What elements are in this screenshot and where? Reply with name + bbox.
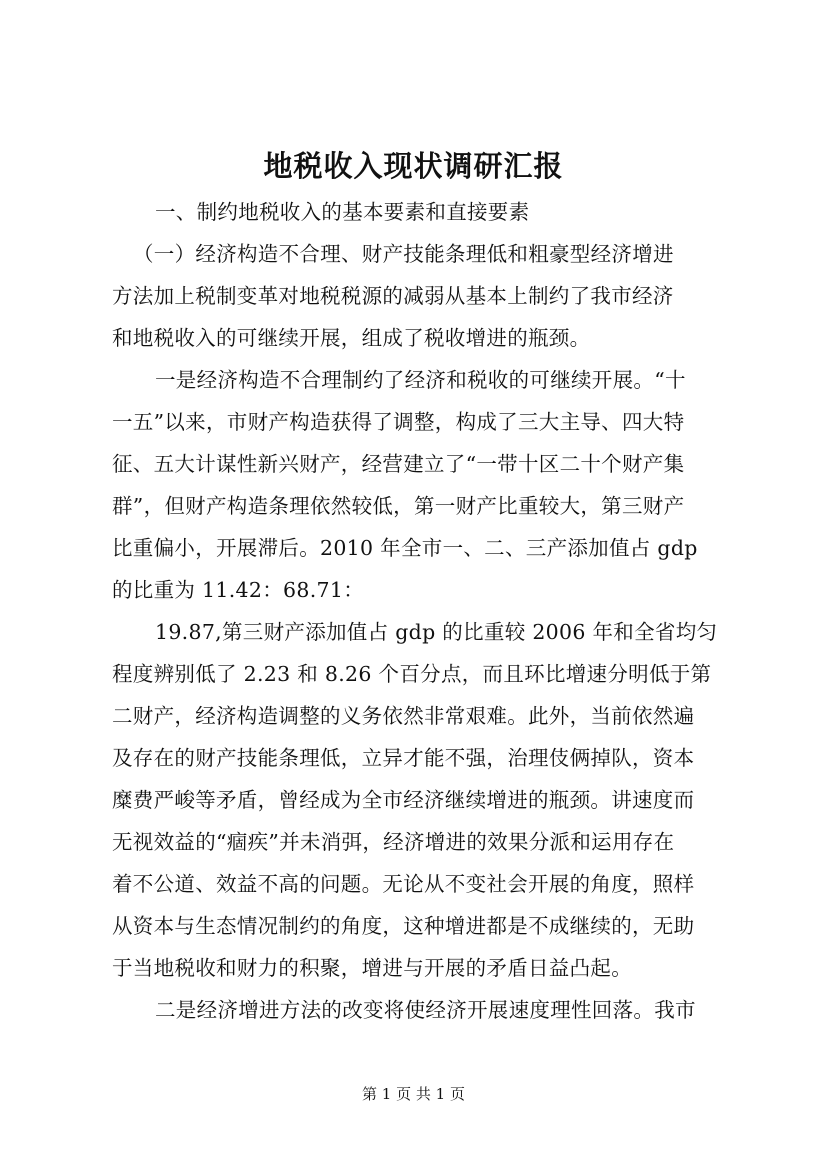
text-line: 征、五大计谋性新兴财产，经营建立了“一带十区二十个财产集 xyxy=(112,452,685,476)
page-footer: 第 1 页 共 1 页 xyxy=(362,1085,465,1103)
text-line: 比重偏小，开展滞后。2010 年全市一、二、三产添加值占 gdp xyxy=(112,536,698,560)
text-line: 二是经济增进方法的改变将使经济开展速度理性回落。我市 xyxy=(155,998,696,1022)
text-line: 着不公道、效益不高的问题。无论从不变社会开展的角度，照样 xyxy=(112,872,695,896)
text-line: 群”，但财产构造条理依然较低，第一财产比重较大，第三财产 xyxy=(112,494,685,518)
text-line: 方法加上税制变革对地税税源的减弱从基本上制约了我市经济 xyxy=(112,284,674,308)
text-line: 程度辨别低了 2.23 和 8.26 个百分点，而且环比增速分明低于第 xyxy=(112,662,712,686)
text-line: 一五”以来，市财产构造获得了调整，构成了三大主导、四大特 xyxy=(112,410,685,434)
text-line: 于当地税收和财力的积聚，增进与开展的矛盾日益凸起。 xyxy=(112,956,632,980)
text-line: 从资本与生态情况制约的角度，这种增进都是不成继续的，无助 xyxy=(112,914,695,938)
text-line: 19.87,第三财产添加值占 gdp 的比重较 2006 年和全省均匀 xyxy=(155,620,718,644)
text-line: 一、制约地税收入的基本要素和直接要素 xyxy=(155,200,530,224)
document-title: 地税收入现状调研汇报 xyxy=(263,149,564,183)
text-line: （一）经济构造不合理、财产技能条理低和粗豪型经济增进 xyxy=(133,242,674,266)
text-line: 二财产，经济构造调整的义务依然非常艰难。此外，当前依然遍 xyxy=(112,704,695,728)
text-line: 及存在的财产技能条理低，立异才能不强，治理伎俩掉队，资本 xyxy=(112,746,695,770)
text-line: 糜费严峻等矛盾，曾经成为全市经济继续增进的瓶颈。讲速度而 xyxy=(112,788,695,812)
text-line: 和地税收入的可继续开展，组成了税收增进的瓶颈。 xyxy=(112,326,591,350)
text-line: 无视效益的“痼疾”并未消弭，经济增进的效果分派和运用存在 xyxy=(112,830,675,854)
text-line: 一是经济构造不合理制约了经济和税收的可继续开展。“十 xyxy=(155,368,686,392)
text-line: 的比重为 11.42：68.71： xyxy=(112,578,364,602)
